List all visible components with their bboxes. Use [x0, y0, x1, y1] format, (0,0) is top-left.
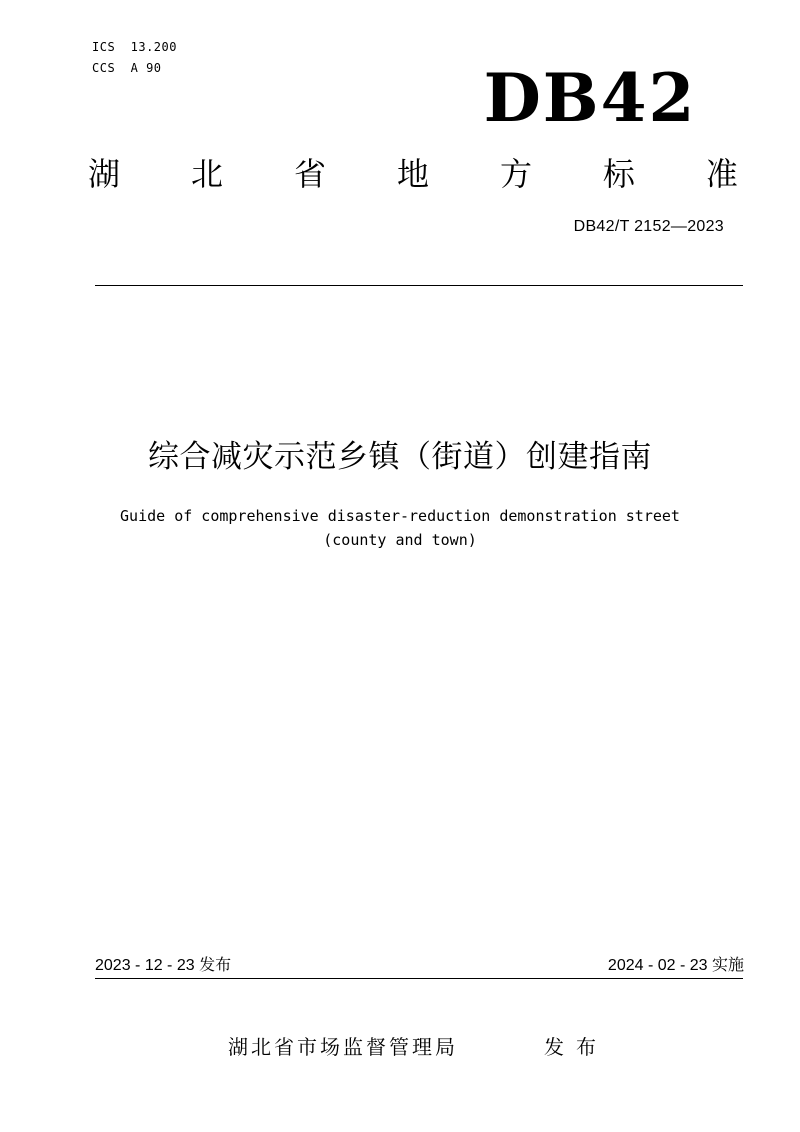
- standard-code-mark: DB42: [483, 59, 697, 137]
- footer-divider: [95, 978, 743, 979]
- ccs-code: CCS A 90: [92, 61, 162, 75]
- standard-type-char: 地: [396, 155, 429, 193]
- issuing-action: 发布: [544, 1035, 608, 1059]
- standard-type-heading: [88, 152, 738, 196]
- standard-type-char: 北: [190, 155, 223, 193]
- issuing-authority: 湖北省市场监督管理局: [228, 1035, 458, 1059]
- document-title-english-line1: Guide of comprehensive disaster-reduction demonstration street: [120, 507, 680, 525]
- header-divider: [95, 285, 743, 286]
- issue-date: 2023 - 12 - 23 发布: [95, 957, 232, 974]
- implementation-date: 2024 - 02 - 23 实施: [607, 957, 744, 974]
- standard-type-char: 湖: [88, 155, 121, 193]
- document-title-chinese: 综合减灾示范乡镇（街道）创建指南: [148, 439, 652, 475]
- standard-number: DB42/T 2152—2023: [573, 218, 724, 235]
- document-title-english-line2: (county and town): [323, 531, 477, 549]
- standard-type-char: 方: [499, 155, 532, 193]
- standard-type-char: 省: [293, 155, 326, 193]
- standard-type-char: 标: [602, 155, 635, 193]
- standard-type-char: 准: [705, 155, 738, 193]
- ics-code: ICS 13.200: [92, 40, 177, 54]
